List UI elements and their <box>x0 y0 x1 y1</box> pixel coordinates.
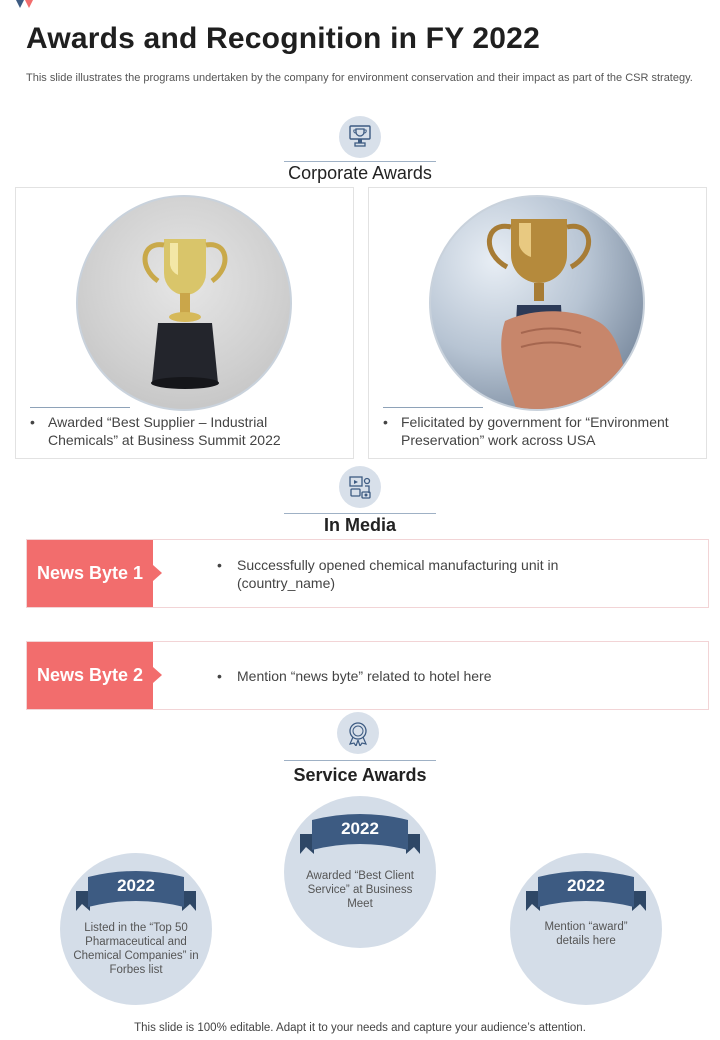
section-title-in-media: In Media <box>323 515 396 535</box>
award-year: 2022 <box>567 876 605 895</box>
section-divider <box>284 161 436 162</box>
award-card <box>15 187 354 459</box>
trophy-photo <box>76 195 292 411</box>
bullet-item <box>383 413 688 449</box>
card-divider <box>30 407 130 408</box>
media-icon <box>339 466 381 508</box>
service-award-text: Mention “award” details here <box>544 921 628 947</box>
bullet-item <box>30 413 330 449</box>
section-divider <box>284 513 436 514</box>
footer-note: This slide is 100% editable. Adapt it to your needs and capture your audience’s attention. <box>134 1022 586 1034</box>
bullet-icon: • <box>383 414 388 430</box>
section-divider <box>284 760 436 761</box>
service-award-circle <box>510 853 662 1005</box>
page-subtitle: This slide illustrates the programs undertaken by the company for environment conservation and their impact as part of the CSR strategy. <box>26 72 693 84</box>
news-tag: News Byte 1 <box>27 540 153 607</box>
award-text: Felicitated by government for “Environment Preservation” work across USA <box>401 414 669 448</box>
tag-arrow-icon <box>153 565 162 581</box>
news-row <box>26 539 709 608</box>
tag-arrow-icon <box>153 667 162 683</box>
award-year: 2022 <box>117 876 155 895</box>
news-text: Successfully opened chemical manufacturing unit in (country_name) <box>237 557 559 591</box>
award-card <box>368 187 707 459</box>
bullet-icon: • <box>217 557 222 573</box>
section-title-corporate-awards: Corporate Awards <box>288 163 432 183</box>
service-award-text: Listed in the “Top 50 Pharmaceutical and Chemical Companies” in Forbes list <box>73 922 199 976</box>
news-row <box>26 641 709 710</box>
news-tag: News Byte 2 <box>27 642 153 709</box>
service-award-circle <box>60 853 212 1005</box>
logo-icon <box>14 0 54 12</box>
service-award-circle <box>284 796 436 948</box>
trophy-in-hand-photo <box>429 195 645 411</box>
award-text: Awarded “Best Supplier – Industrial Chemicals” at Business Summit 2022 <box>48 414 281 448</box>
trophy-icon <box>339 116 381 158</box>
news-text: Mention “news byte” related to hotel here <box>237 668 492 684</box>
section-title-service-awards: Service Awards <box>293 765 427 785</box>
bullet-icon: • <box>30 414 35 430</box>
award-year: 2022 <box>341 819 379 838</box>
service-award-text: Awarded “Best Client Service” at Business Meet <box>306 870 414 910</box>
card-divider <box>383 407 483 408</box>
bullet-item <box>217 667 617 685</box>
bullet-icon: • <box>217 668 222 684</box>
award-badge-icon <box>337 712 379 754</box>
bullet-item <box>217 556 577 592</box>
page-title: Awards and Recognition in FY 2022 <box>26 22 540 55</box>
